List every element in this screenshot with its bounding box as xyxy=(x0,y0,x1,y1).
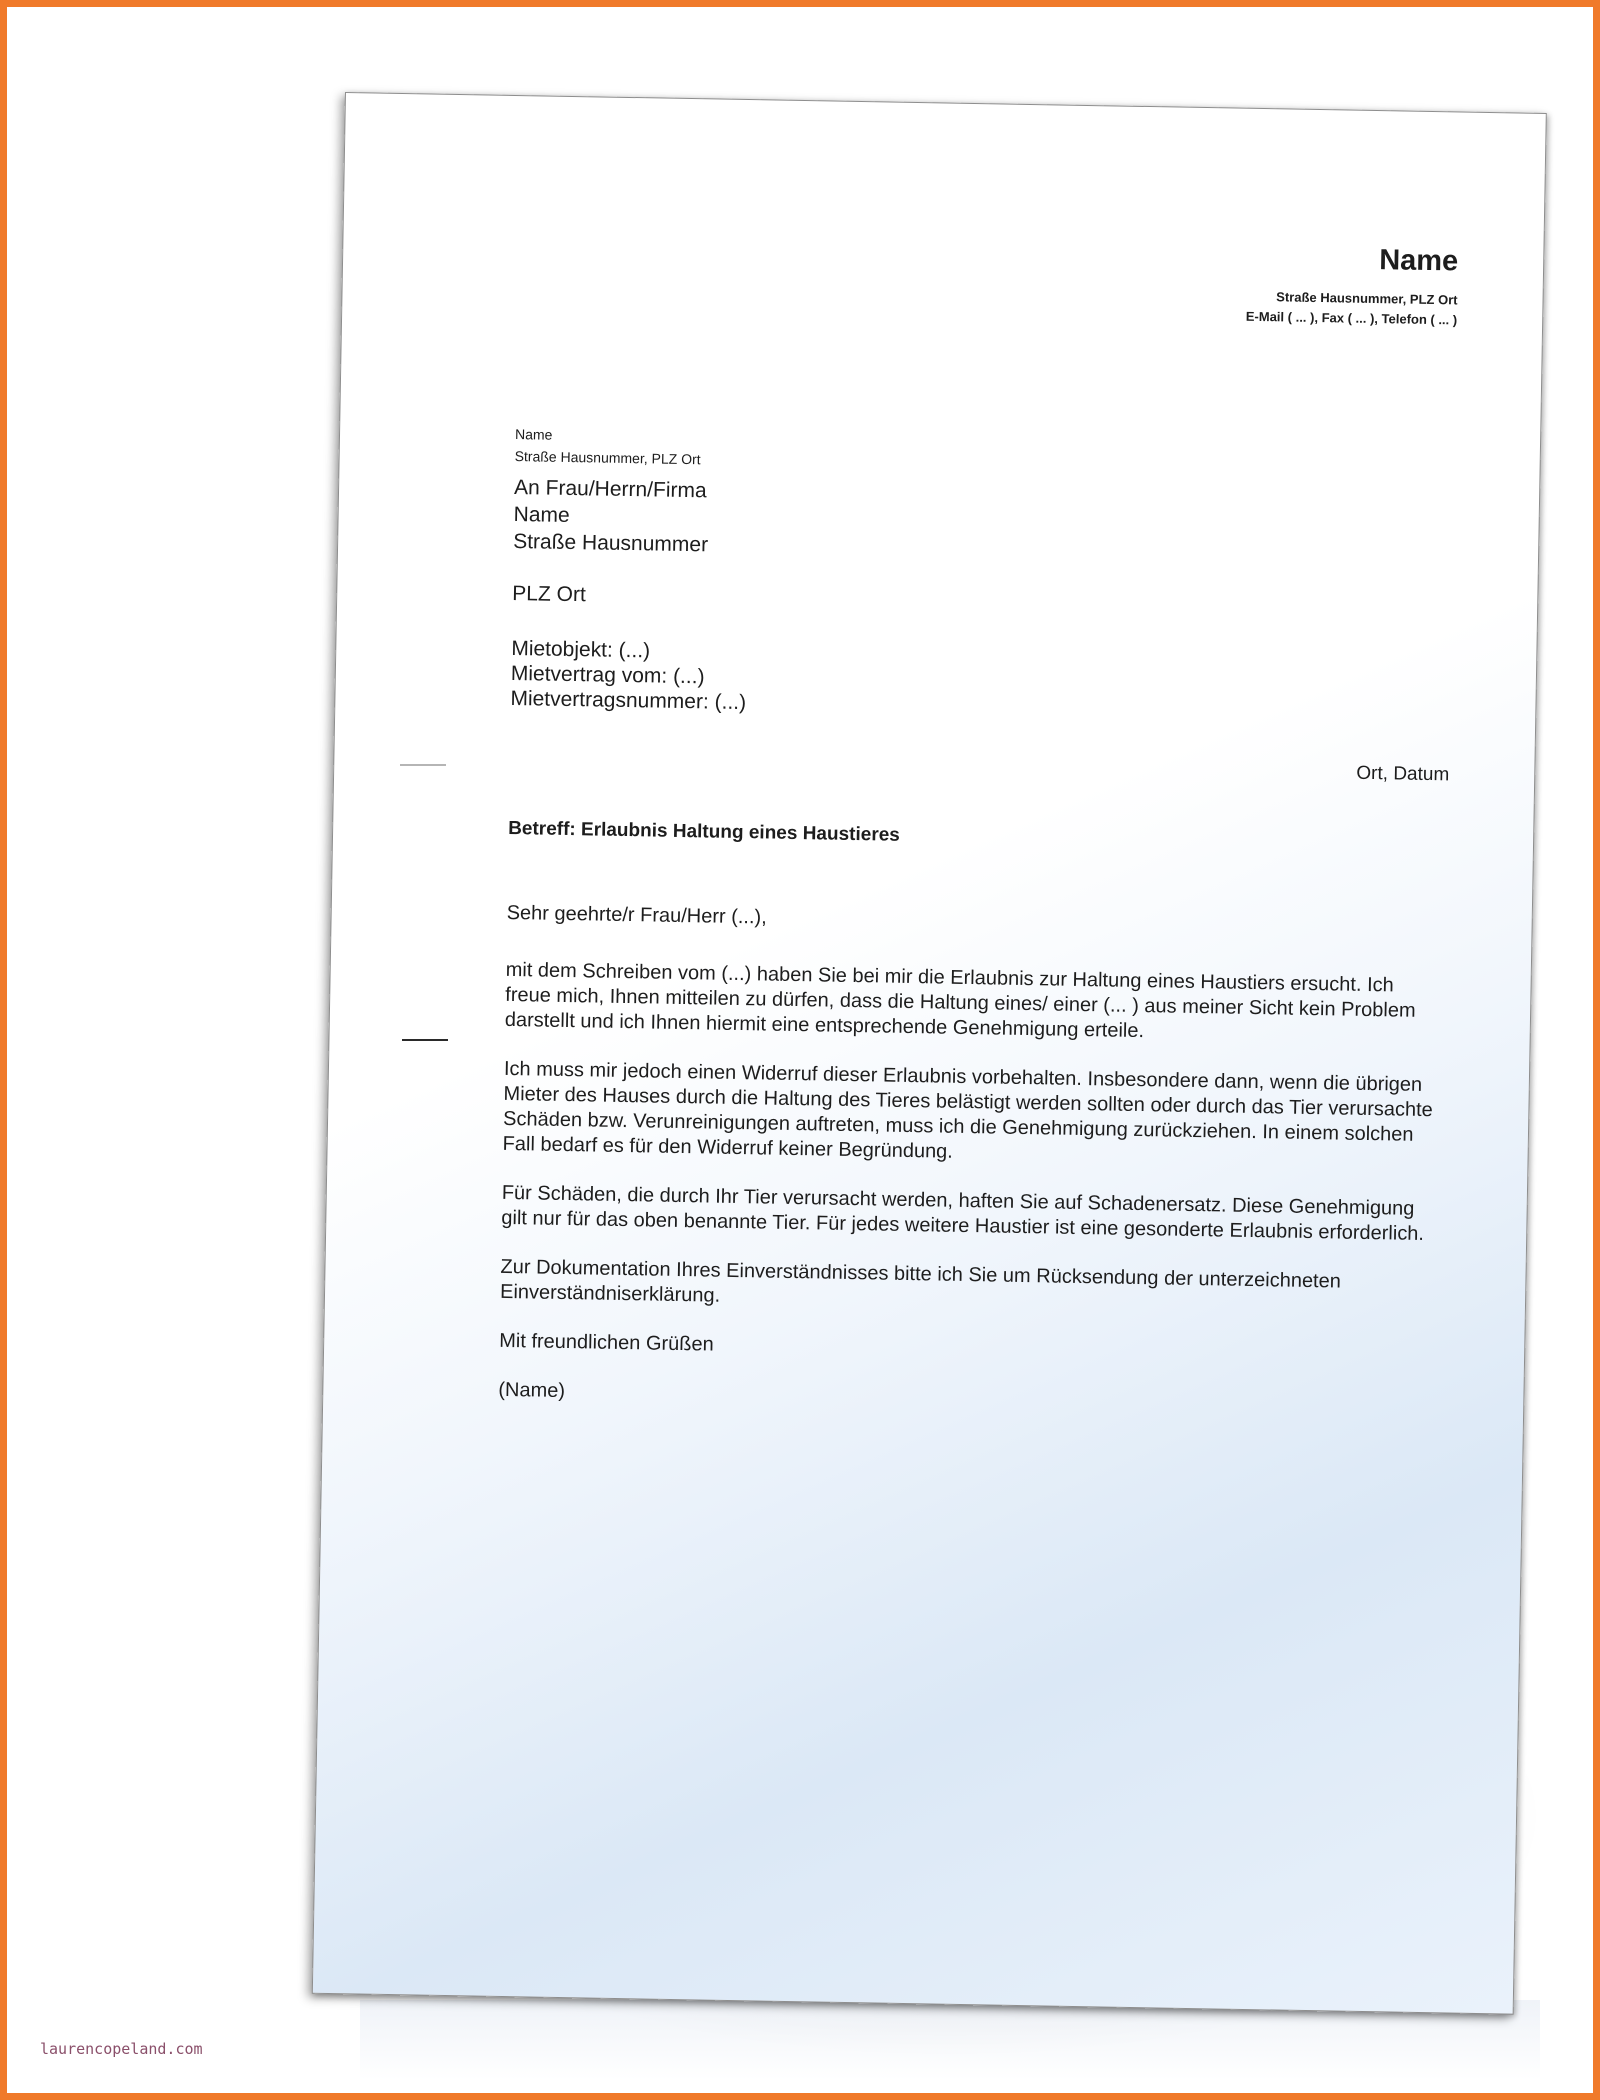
return-address-name: Name xyxy=(514,426,553,443)
reference-contract-date: Mietvertrag vom: (...) xyxy=(510,661,705,689)
signature-name: (Name) xyxy=(498,1378,566,1403)
body-paragraph: Zur Dokumentation Ihres Einverständnisses bitte ich Sie um Rücksendung der unterzeichneten Einverständniserklärung. xyxy=(499,1255,1342,1307)
salutation: Sehr geehrte/r Frau/Herr (...), xyxy=(506,901,767,929)
reference-object: Mietobjekt: (...) xyxy=(511,636,651,663)
letterhead-name: Name xyxy=(1378,244,1459,278)
reference-block xyxy=(510,636,747,715)
body-paragraph: Für Schäden, die durch Ihr Tier verursacht werden, haften Sie auf Schadenersatz. Diese Genehmigung gilt nur für das oben benannte Tier. Für jedes weitere Haustier ist eine gesonderte Erlaubnis erforderlich. xyxy=(501,1181,1425,1246)
letter-body xyxy=(498,901,1437,1443)
letterhead-contact: E-Mail ( ... ), Fax ( ... ), Telefon ( ... ) xyxy=(1245,308,1458,328)
recipient-plz: PLZ Ort xyxy=(512,581,586,607)
reference-contract-number: Mietvertragsnummer: (...) xyxy=(510,686,747,715)
recipient-line: An Frau/Herrn/Firma xyxy=(513,476,707,503)
subject-line: Betreff: Erlaubnis Haltung eines Haustieres xyxy=(507,817,901,846)
place-date: Ort, Datum xyxy=(1356,762,1450,786)
recipient-line: Straße Hausnummer xyxy=(512,530,709,557)
recipient-line: Name xyxy=(513,503,570,527)
body-paragraph: Ich muss mir jedoch einen Widerruf dieser Erlaubnis vorbehalten. Insbesondere dann, wenn die übrigen Mieter des Hauses durch die Haltung des Tieres belästigt werden sollten oder durch das Tier verursachte Schäden bzw. Verunreinigungen auftreten, muss ich die Genehmigung zurückziehen. In einem solchen Fall bedarf es für den Widerruf keiner Begründung. xyxy=(502,1057,1433,1163)
fold-mark xyxy=(400,764,446,766)
punch-mark xyxy=(402,1039,448,1041)
letter-page xyxy=(312,92,1547,2015)
letterhead-address: Straße Hausnummer, PLZ Ort xyxy=(1276,289,1458,308)
recipient-block xyxy=(513,474,709,558)
watermark-text: laurencopeland.com xyxy=(40,2040,203,2058)
closing: Mit freundlichen Grüßen xyxy=(499,1329,714,1356)
body-paragraph: mit dem Schreiben vom (...) haben Sie bei mir die Erlaubnis zur Haltung eines Haustiers ersucht. Ich freue mich, Ihnen mitteilen zu dürfen, dass die Haltung eines/ einer (... ) aus meiner Sicht kein Problem darstellt und ich Ihnen hiermit eine entsprechende Genehmigung erteile. xyxy=(504,958,1416,1043)
return-address-street: Straße Hausnummer, PLZ Ort xyxy=(514,448,701,468)
